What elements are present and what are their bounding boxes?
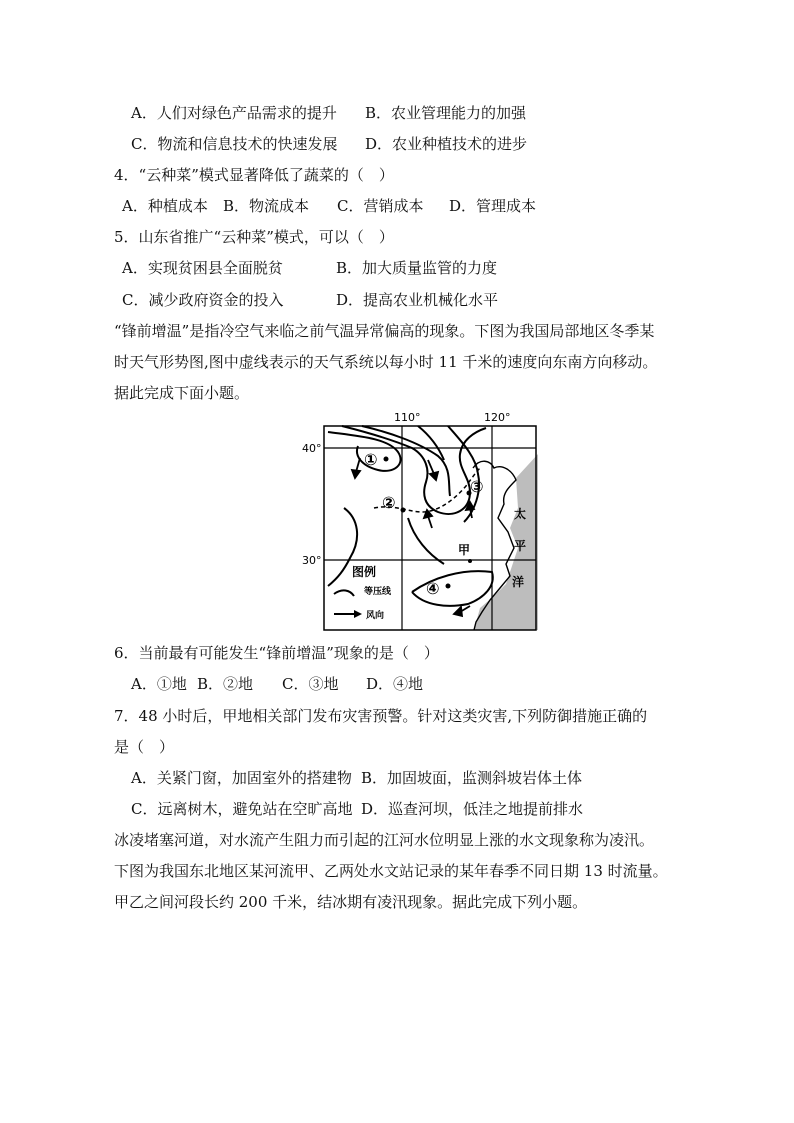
pacific-ocean-area — [474, 454, 538, 630]
passage1-line1: “锋前增温”是指冷空气来临之前气温异常偏高的现象。下图为我国局部地区冬季某 — [114, 322, 655, 340]
jia-dot — [468, 559, 472, 563]
lon-120-label: 120° — [484, 411, 511, 424]
q4-option-c: C．营销成本 — [337, 197, 424, 215]
q4-option-a: A．种植成本 — [122, 197, 208, 215]
q5-option-a: A．实现贫困县全面脱贫 — [122, 259, 283, 277]
q6-option-b: B．②地 — [197, 675, 254, 693]
q7-stem-line2: 是（ ） — [114, 738, 175, 756]
q3-option-a: A．人们对绿色产品需求的提升 — [131, 104, 337, 122]
q6-option-a: A．①地 — [131, 675, 187, 693]
legend-wind-label: 风向 — [366, 611, 385, 621]
point-1-label: ① — [364, 450, 378, 469]
ocean-label-2: 平 — [514, 539, 527, 553]
q6-option-c: C．③地 — [282, 675, 339, 693]
point-2-label: ② — [382, 493, 396, 512]
jia-label: 甲 — [458, 543, 471, 557]
point-3-label: ③ — [470, 477, 484, 496]
lat-40-label: 40° — [302, 442, 322, 455]
passage1-line3: 据此完成下面小题。 — [114, 384, 250, 402]
q6-stem: 6．当前最有可能发生“锋前增温”现象的是（ ） — [114, 644, 439, 662]
q7-option-a: A．关紧门窗，加固室外的搭建物 — [131, 769, 352, 787]
q3-option-c: C．物流和信息技术的快速发展 — [131, 135, 338, 153]
isobar-7 — [408, 518, 444, 564]
q7-option-b: B．加固坡面，监测斜坡岩体土体 — [361, 769, 583, 787]
q7-stem-line1: 7．48 小时后，甲地相关部门发布灾害预警。针对这类灾害,下列防御措施正确的 — [114, 707, 648, 725]
legend — [334, 585, 392, 621]
q7-option-d: D．巡查河坝，低洼之地提前排水 — [361, 800, 584, 818]
legend-title: 图例 — [352, 565, 377, 579]
passage2-line1: 冰凌堵塞河道，对水流产生阻力而引起的江河水位明显上涨的水文现象称为凌汛。 — [114, 831, 655, 849]
q3-option-d: D．农业种植技术的进步 — [365, 135, 528, 153]
q5-stem: 5．山东省推广“云种菜”模式，可以（ ） — [114, 228, 394, 246]
passage1-line2: 时天气形势图,图中虚线表示的天气系统以每小时 11 千米的速度向东南方向移动。 — [114, 353, 658, 371]
q4-stem: 4．“云种菜”模式显著降低了蔬菜的（ ） — [114, 166, 394, 184]
q7-option-c: C．远离树木，避免站在空旷高地 — [131, 800, 353, 818]
legend-isobar-symbol — [334, 590, 354, 596]
q5-option-b: B．加大质量监管的力度 — [336, 259, 498, 277]
passage2-line3: 甲乙之间河段长约 200 千米，结冰期有凌汛现象。据此完成下列小题。 — [114, 893, 588, 911]
lon-110-label: 110° — [394, 411, 421, 424]
q6-option-d: D．④地 — [366, 675, 424, 693]
point-2-dot — [401, 508, 406, 513]
q3-option-b: B．农业管理能力的加强 — [365, 104, 527, 122]
lat-30-label: 30° — [302, 554, 322, 567]
q4-option-d: D．管理成本 — [449, 197, 537, 215]
legend-isobar-label: 等压线 — [364, 587, 392, 597]
point-1-dot — [384, 457, 389, 462]
isobar-8 — [412, 571, 493, 606]
weather-map — [298, 408, 538, 632]
q5-option-d: D．提高农业机械化水平 — [336, 291, 499, 309]
ocean-label-3: 洋 — [512, 575, 525, 589]
isobar-2 — [342, 426, 486, 514]
passage2-line2: 下图为我国东北地区某河流甲、乙两处水文站记录的某年春季不同日期 13 时流量。 — [114, 862, 668, 880]
q5-option-c: C．减少政府资金的投入 — [122, 291, 284, 309]
ocean-label-1: 太 — [514, 507, 527, 521]
point-4-dot — [446, 584, 451, 589]
point-4-label: ④ — [426, 579, 440, 598]
q4-option-b: B．物流成本 — [223, 197, 310, 215]
